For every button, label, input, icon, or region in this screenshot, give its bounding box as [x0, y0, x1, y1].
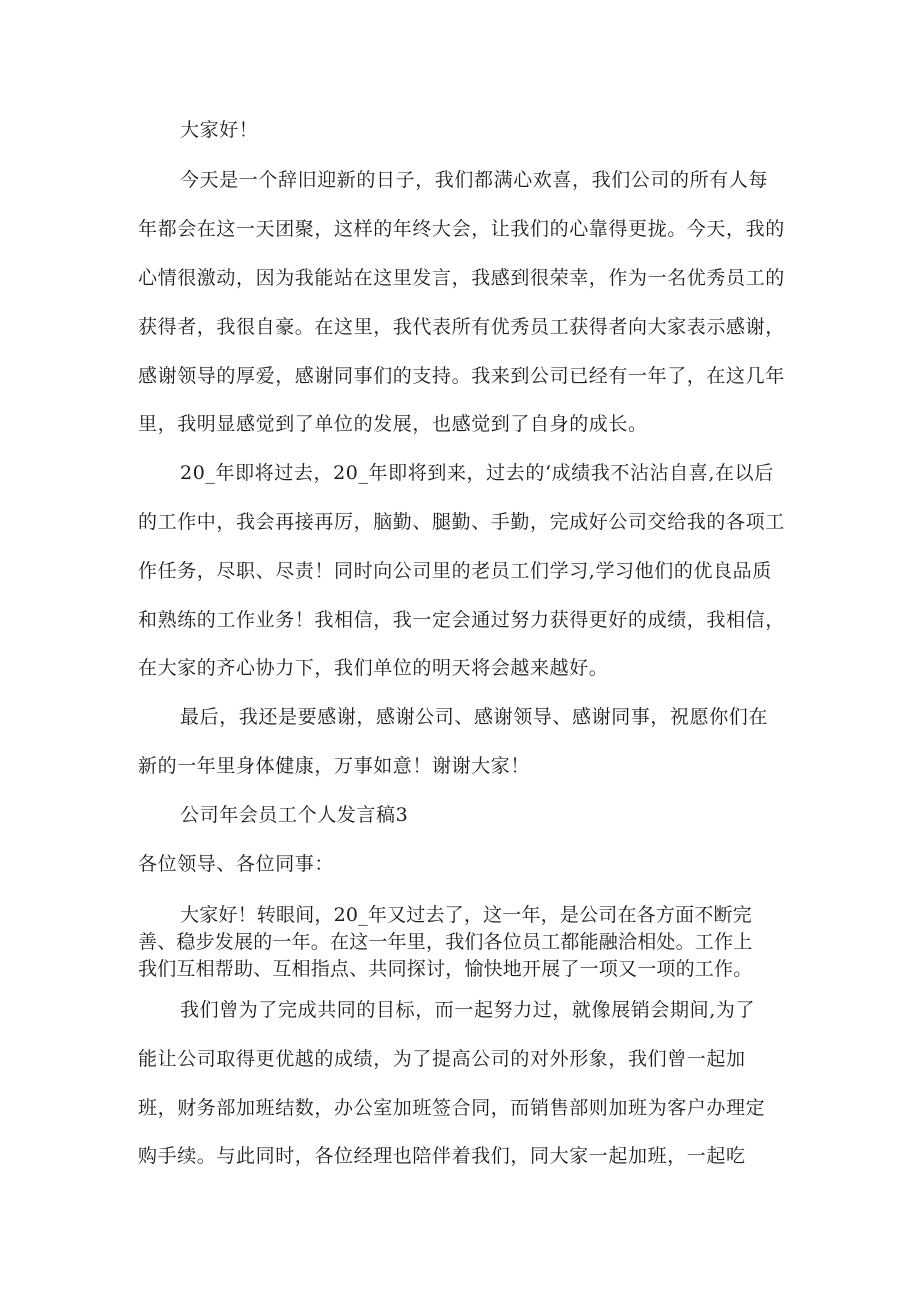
paragraph-1-line-2: 年都会在这一天团聚，这样的年终大会，让我们的心靠得更拢。今天，我的 [138, 218, 785, 240]
paragraph-5-line-4: 购手续。与此同时，各位经理也陪伴着我们，同大家一起加班，一起吃 [138, 1145, 746, 1167]
paragraph-1-line-4: 获得者，我很自豪。在这里，我代表所有优秀员工获得者向大家表示感谢， [138, 316, 785, 338]
paragraph-3-line-1: 最后，我还是要感谢，感谢公司、感谢领导、感谢同事，祝愿你们在 [180, 706, 769, 728]
paragraph-1-line-6: 里，我明显感觉到了单位的发展，也感觉到了自身的成长。 [138, 413, 648, 435]
paragraph-2-line-1: 20_年即将过去，20_年即将到来，过去的‘成绩我不沾沾自喜,在以后 [180, 462, 774, 484]
paragraph-2-line-2: 的工作中，我会再接再厉，脑勤、腿勤、手勤，完成好公司交给我的各项工 [138, 511, 785, 533]
greeting-line: 大家好！ [180, 119, 259, 141]
paragraph-4-line-1: 大家好！转眼间，20_年又过去了，这一年，是公司在各方面不断完 [180, 904, 752, 926]
salutation-line: 各位领导、各位同事： [138, 853, 335, 875]
section-title: 公司年会员工个人发言稿3 [180, 804, 409, 826]
paragraph-1-line-3: 心情很激动，因为我能站在这里发言，我感到很荣幸，作为一名优秀员工的 [138, 267, 785, 289]
paragraph-2-line-4: 和熟练的工作业务！我相信，我一定会通过努力获得更好的成绩，我相信， [138, 609, 785, 631]
paragraph-1-line-1: 今天是一个辞旧迎新的日子，我们都满心欢喜，我们公司的所有人每 [180, 169, 769, 191]
paragraph-5-line-3: 班，财务部加班结数，办公室加班签合同，而销售部则加班为客户办理定 [138, 1097, 766, 1119]
paragraph-4-line-2: 善、稳步发展的一年。在这一年里，我们各位员工都能融洽相处。工作上 [138, 931, 753, 953]
paragraph-5-line-1: 我们曾为了完成共同的目标，而一起努力过，就像展销会期间,为了 [180, 999, 756, 1021]
paragraph-4-line-3: 我们互相帮助、互相指点、共同探讨，愉快地开展了一项又一项的工作。 [138, 958, 753, 980]
paragraph-2-line-3: 作任务，尽职、尽责！同时向公司里的老员工们学习,学习他们的优良品质 [138, 560, 772, 582]
paragraph-2-line-5: 在大家的齐心协力下，我们单位的明天将会越来越好。 [138, 657, 609, 679]
paragraph-3-line-2: 新的一年里身体健康，万事如意！谢谢大家！ [138, 755, 531, 777]
paragraph-5-line-2: 能让公司取得更优越的成绩，为了提高公司的对外形象，我们曾一起加 [138, 1048, 746, 1070]
paragraph-1-line-5: 感谢领导的厚爱，感谢同事们的支持。我来到公司已经有一年了，在这几年 [138, 365, 785, 387]
